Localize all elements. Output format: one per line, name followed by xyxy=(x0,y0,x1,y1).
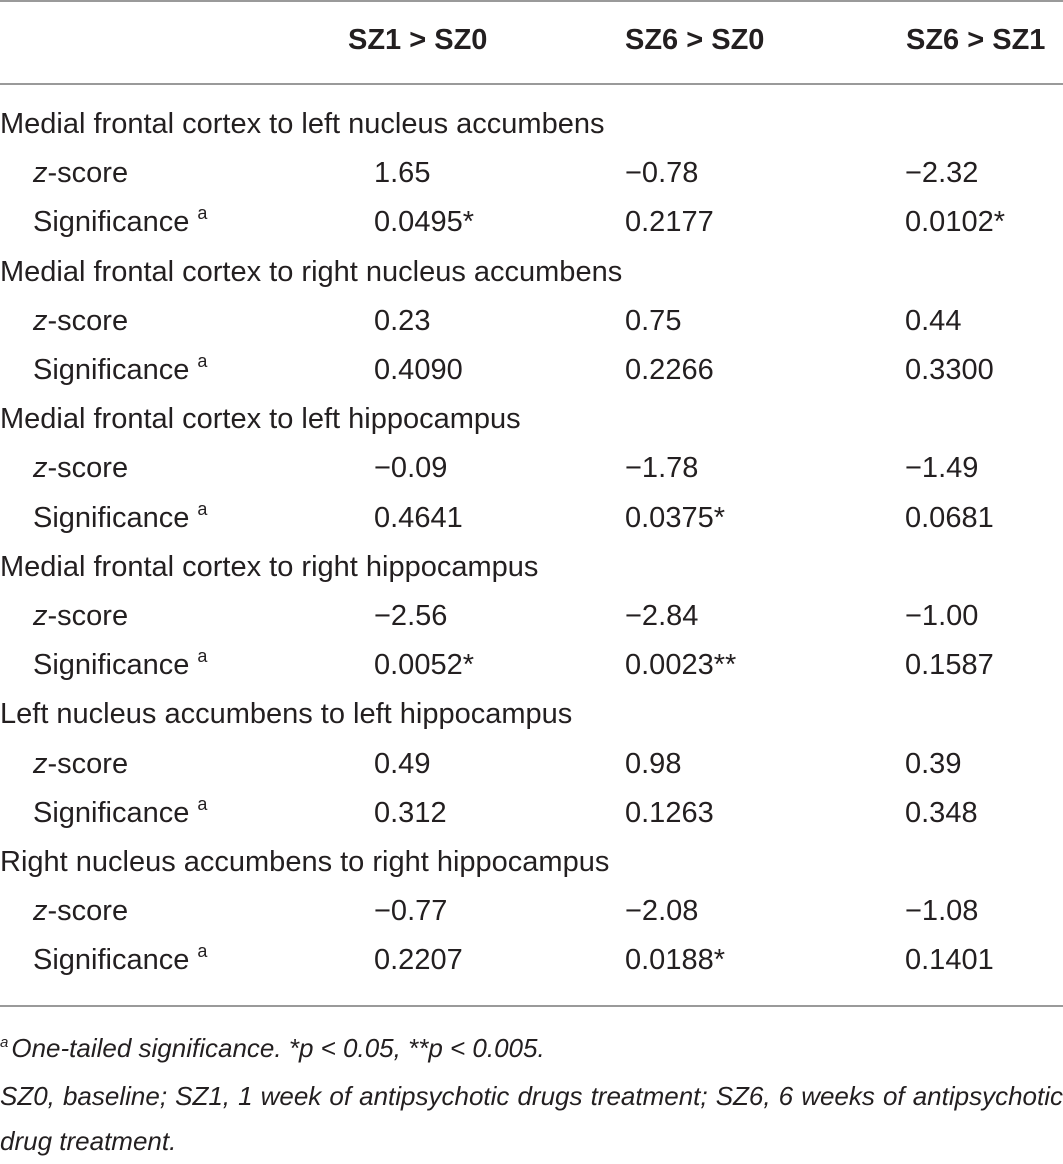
z-score-label-italic: z xyxy=(33,600,48,632)
significance-label xyxy=(33,202,207,245)
significance-value: 0.2266 xyxy=(625,354,714,386)
column-header-sz1-vs-sz0: SZ1 > SZ0 xyxy=(348,24,488,56)
significance-value: 0.348 xyxy=(905,796,978,829)
z-score-value: −0.09 xyxy=(374,452,448,485)
z-score-value: 0.75 xyxy=(625,304,682,337)
significance-value: 0.1587 xyxy=(905,649,994,682)
significance-marker: a xyxy=(197,646,208,667)
significance-value: 0.312 xyxy=(374,796,447,829)
z-score-label xyxy=(33,596,128,636)
significance-label xyxy=(33,645,207,688)
z-score-label xyxy=(33,744,128,784)
z-score-value: −1.49 xyxy=(905,452,979,485)
z-score-label-italic: z xyxy=(33,304,48,337)
significance-value: 0.0681 xyxy=(905,501,994,534)
significance-label-text: Significance xyxy=(33,206,190,239)
bottom-rule xyxy=(0,1005,1063,1007)
section-title: Left nucleus accumbens to left hippocampus xyxy=(0,698,573,731)
z-score-value: 0.98 xyxy=(625,747,682,780)
significance-label-text: Significance xyxy=(33,501,190,534)
section-title: Medial frontal cortex to right nucleus accumbens xyxy=(0,255,623,288)
column-header-sz6-vs-sz0: SZ6 > SZ0 xyxy=(625,24,765,56)
z-score-value: 1.65 xyxy=(374,157,431,190)
z-score-value: −1.78 xyxy=(625,452,699,485)
significance-label-text: Significance xyxy=(33,354,190,386)
significance-marker: a xyxy=(197,498,208,519)
z-score-label-suffix: -score xyxy=(47,600,129,632)
z-score-label-suffix: -score xyxy=(47,157,129,190)
significance-value: 0.3300 xyxy=(905,354,994,386)
z-score-value: −1.00 xyxy=(905,600,979,632)
section-title: Medial frontal cortex to right hippocampus xyxy=(0,550,539,583)
significance-value: 0.2207 xyxy=(374,944,463,977)
z-score-value: −2.32 xyxy=(905,157,979,190)
significance-marker: a xyxy=(197,203,208,224)
z-score-value: −2.84 xyxy=(625,600,699,632)
z-score-value: −2.56 xyxy=(374,600,448,632)
significance-label xyxy=(33,940,207,983)
footnote-significance-text: One-tailed significance. *p < 0.05, **p < 0.005. xyxy=(11,1033,545,1063)
significance-label-text: Significance xyxy=(33,649,190,682)
section-title: Medial frontal cortex to left hippocampus xyxy=(0,403,521,436)
z-score-label xyxy=(33,301,128,341)
significance-marker: a xyxy=(197,351,208,371)
z-score-label-suffix: -score xyxy=(47,895,129,928)
z-score-value: 0.23 xyxy=(374,304,431,337)
significance-value: 0.0052* xyxy=(374,649,474,682)
significance-label xyxy=(33,350,207,393)
z-score-label xyxy=(33,153,128,193)
z-score-value: −0.78 xyxy=(625,157,699,190)
z-score-value: 0.39 xyxy=(905,747,962,780)
z-score-label-suffix: -score xyxy=(47,747,129,780)
significance-value: 0.0188* xyxy=(625,944,725,977)
significance-value: 0.2177 xyxy=(625,206,714,239)
significance-value: 0.4090 xyxy=(374,354,463,386)
significance-label-text: Significance xyxy=(33,796,190,829)
z-score-label xyxy=(33,891,128,931)
z-score-value: 0.49 xyxy=(374,747,431,780)
significance-value: 0.1401 xyxy=(905,944,994,977)
footnote-significance xyxy=(0,1031,545,1070)
section-title: Medial frontal cortex to left nucleus accumbens xyxy=(0,108,605,140)
z-score-value: −2.08 xyxy=(625,895,699,928)
section-title: Right nucleus accumbens to right hippocampus xyxy=(0,846,610,878)
z-score-label-italic: z xyxy=(33,157,48,190)
z-score-value: −1.08 xyxy=(905,895,979,928)
significance-value: 0.4641 xyxy=(374,501,463,534)
significance-value: 0.0495* xyxy=(374,206,474,239)
z-score-label-italic: z xyxy=(33,747,48,780)
z-score-label-suffix: -score xyxy=(47,304,129,337)
column-header-sz6-vs-sz1: SZ6 > SZ1 xyxy=(906,24,1046,56)
significance-marker: a xyxy=(197,793,208,814)
top-rule xyxy=(0,0,1063,2)
z-score-label xyxy=(33,448,128,488)
significance-value: 0.0375* xyxy=(625,501,725,534)
z-score-label-italic: z xyxy=(33,895,48,928)
z-score-label-suffix: -score xyxy=(47,452,129,485)
significance-label xyxy=(33,793,207,836)
z-score-value: −0.77 xyxy=(374,895,448,928)
z-score-value: 0.44 xyxy=(905,304,962,337)
significance-label xyxy=(33,498,207,541)
significance-label-text: Significance xyxy=(33,944,190,977)
significance-value: 0.0102* xyxy=(905,206,1005,239)
significance-value: 0.1263 xyxy=(625,796,714,829)
header-rule xyxy=(0,83,1063,85)
significance-value: 0.0023** xyxy=(625,649,737,682)
footnote-abbreviations: SZ0, baseline; SZ1, 1 week of antipsychotic drugs treatment; SZ6, 6 weeks of antipsychotic drug treatment. xyxy=(0,1081,1063,1156)
significance-marker: a xyxy=(197,941,208,962)
footnote-marker: a xyxy=(0,1034,9,1051)
z-score-label-italic: z xyxy=(33,452,48,485)
